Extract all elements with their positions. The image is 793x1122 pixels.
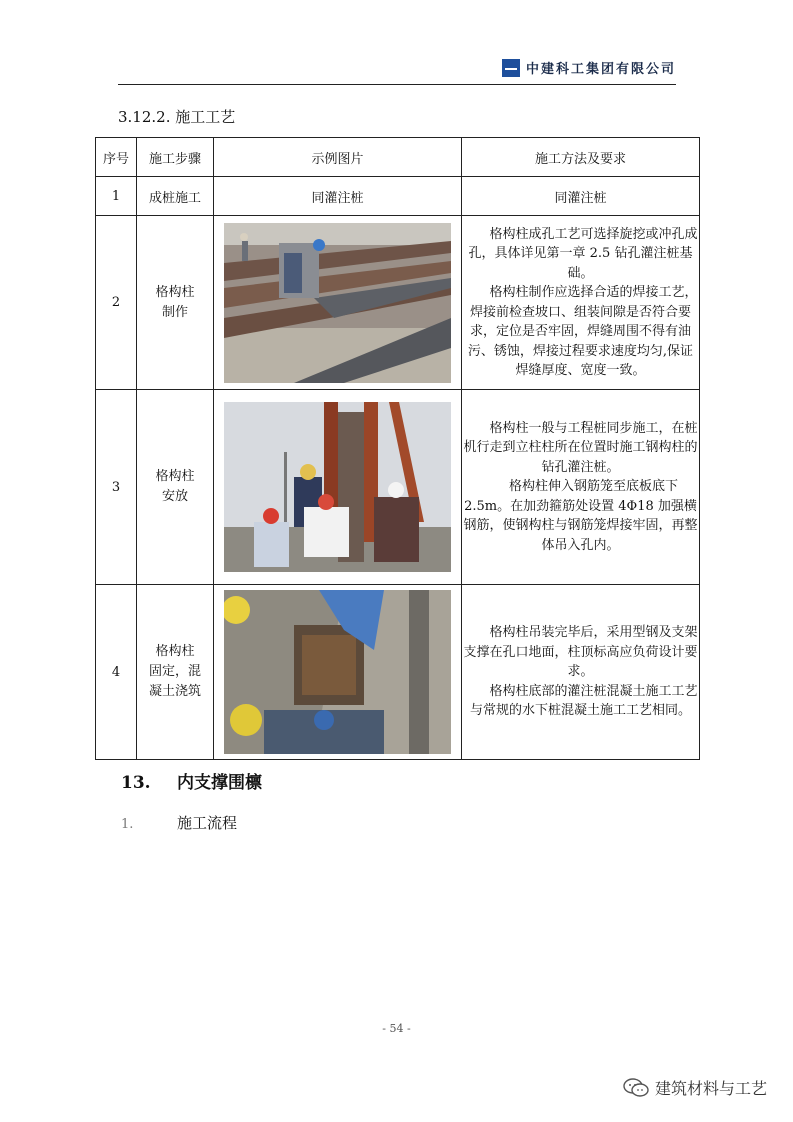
row-no: 2	[96, 216, 137, 390]
row-step: 成桩施工	[137, 177, 214, 216]
row-image-cell	[214, 216, 462, 390]
method-paragraph: 格构柱伸入钢筋笼至底板底下 2.5m。在加劲箍筋处设置 4Φ18 加强横钢筋，使钢构柱与钢筋笼焊接牢固，再整体吊入孔内。	[463, 479, 698, 553]
method-paragraph: 格构柱一般与工程桩同步施工，在桩机行走到立柱柱所在位置时施工钢构柱的钻孔灌注桩。	[463, 420, 698, 475]
page-header	[118, 52, 676, 85]
heading-number: 13.	[121, 773, 151, 793]
subheading-title: 施工流程	[177, 814, 238, 832]
step-line: 凝土浇筑	[148, 684, 201, 699]
heading-title: 内支撑围檩	[177, 773, 262, 793]
row-no: 4	[96, 585, 137, 760]
table-row	[96, 390, 700, 585]
step-line: 格构柱	[155, 644, 195, 659]
heading-section-13	[121, 768, 262, 793]
watermark	[623, 1076, 767, 1099]
header-image: 示例图片	[214, 138, 462, 177]
row-step	[137, 390, 214, 585]
row-method	[462, 390, 700, 585]
step-line: 制作	[161, 304, 188, 320]
construction-process-table	[95, 137, 700, 760]
step-line: 安放	[161, 489, 188, 504]
company-logo	[502, 58, 676, 77]
method-paragraph: 格构柱制作应选择合适的焊接工艺，焊接前检查坡口、组装间隙是否符合要求，定位是否牢固，焊缝周围不得有油污、锈蚀，焊接过程要求速度均匀,保证焊缝厚度、宽度一致。	[467, 285, 698, 378]
photo-lattice-column-fabrication	[224, 223, 451, 383]
header-step: 施工步骤	[137, 138, 214, 177]
step-line: 格构柱	[155, 469, 195, 484]
section-title: 3.12.2. 施工工艺	[118, 108, 236, 126]
row-step	[137, 216, 214, 390]
row-image-cell	[214, 585, 462, 760]
row-no: 1	[96, 177, 137, 216]
row-method: 同灌注桩	[462, 177, 700, 216]
row-no: 3	[96, 390, 137, 585]
row-step	[137, 585, 214, 760]
method-paragraph: 格构柱底部的灌注桩混凝土施工工艺与常规的水下桩混凝土施工工艺相同。	[469, 683, 698, 719]
row-method	[462, 585, 700, 760]
step-line: 固定，混	[148, 664, 201, 679]
row-image-cell	[214, 390, 462, 585]
subheading-number: 1.	[121, 817, 134, 832]
table-row	[96, 177, 700, 216]
table-header-row	[96, 138, 700, 177]
step-line: 格构柱	[155, 284, 195, 300]
page-number: - 54 -	[382, 1022, 411, 1035]
photo-lattice-column-placement	[224, 402, 451, 572]
header-no: 序号	[96, 138, 137, 177]
company-name: 中建科工集团有限公司	[525, 62, 676, 77]
method-paragraph: 格构柱吊装完毕后，采用型钢及支架支撑在孔口地面，柱顶标高应负荷设计要求。	[463, 625, 698, 680]
photo-lattice-column-fixing-concrete	[224, 590, 451, 754]
method-paragraph: 格构柱成孔工艺可选择旋挖或冲孔成孔，具体详见第一章 2.5 钻孔灌注桩基础。	[468, 226, 698, 281]
subheading-1	[121, 812, 237, 833]
wechat-icon	[623, 1077, 649, 1099]
row-image-text: 同灌注桩	[214, 177, 462, 216]
table-row	[96, 216, 700, 390]
header-method: 施工方法及要求	[462, 138, 700, 177]
company-logo-icon	[502, 59, 520, 77]
row-method	[462, 216, 700, 390]
watermark-text: 建筑材料与工艺	[654, 1079, 767, 1098]
table-row	[96, 585, 700, 760]
